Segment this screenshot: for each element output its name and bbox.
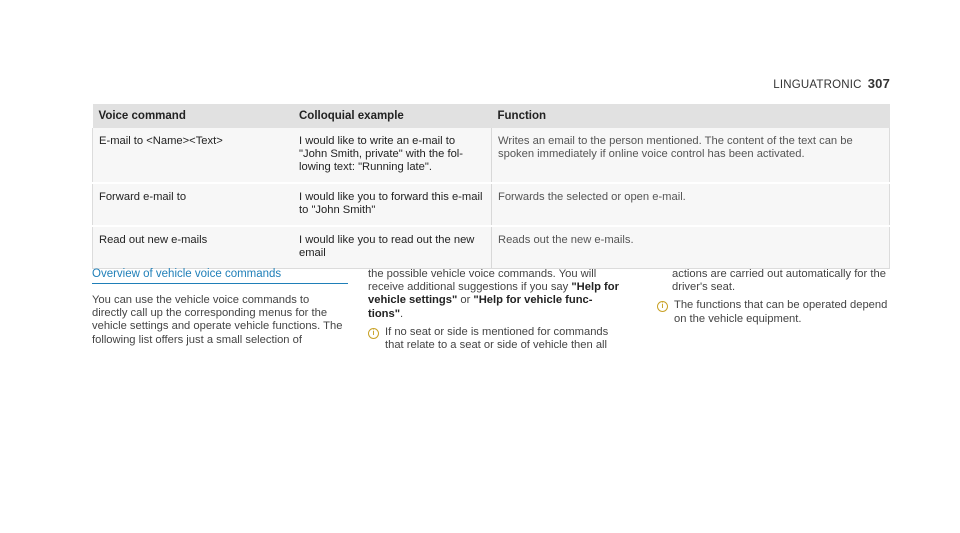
note-equipment-text: The functions that can be operated depend on the vehicle equipment. (674, 299, 888, 325)
info-icon: i (657, 301, 668, 312)
function-cell: Writes an email to the person mentioned. The content of the text can be spoken immediately if online voice control has been activated. (492, 128, 890, 183)
colloquial-example-cell: I would like you to forward this e-mail to "John Smith" (293, 183, 492, 226)
page-header (773, 76, 890, 91)
table-row (93, 128, 890, 183)
note-seat (368, 326, 624, 352)
colloquial-example-cell: I would like to write an e-mail to "John Smith, private" with the fol-lowing text: "Running late". (293, 128, 492, 183)
column-header-voice-command: Voice command (93, 104, 294, 128)
voice-command-cell: Forward e-mail to (93, 183, 294, 226)
column-header-function: Function (492, 104, 890, 128)
suggestions-paragraph (368, 268, 624, 321)
intro-paragraph: You can use the vehicle voice commands to directly call up the corresponding menus for the vehicle settings and operate vehicle functions. The following list offers just a small selection of (92, 294, 343, 346)
table-header-row (93, 104, 890, 128)
page-number: 307 (867, 76, 890, 91)
colloquial-example-cell: I would like you to read out the new email (293, 226, 492, 269)
section-title: Overview of vehicle voice commands (92, 268, 348, 284)
voice-command-table (92, 104, 890, 269)
note-equipment (657, 299, 897, 325)
info-icon: i (368, 328, 379, 339)
text-column-1 (92, 294, 344, 347)
section-name: LINGUATRONIC (773, 79, 862, 91)
note-seat-text: If no seat or side is mentioned for commands that relate to a seat or side of vehicle then all (385, 325, 609, 352)
suggestions-connector: or (457, 294, 474, 307)
suggestions-text: the possible vehicle voice commands. You will receive additional suggestions if you say (368, 268, 597, 294)
voice-command-cell: Read out new e-mails (93, 226, 294, 269)
help-vehicle-functions-command: "Help for vehicle func-tions" (368, 294, 593, 320)
voice-command-cell: E-mail to <Name><Text> (93, 128, 294, 183)
table-row (93, 226, 890, 269)
suggestions-end: . (400, 307, 404, 320)
note-seat-continuation: actions are carried out automatically for the driver's seat. (672, 268, 886, 294)
function-cell: Forwards the selected or open e-mail. (492, 183, 890, 226)
table-row (93, 183, 890, 226)
column-header-colloquial-example: Colloquial example (293, 104, 492, 128)
text-column-3 (657, 268, 897, 326)
text-column-2 (368, 268, 624, 352)
help-vehicle-settings-command: "Help for vehicle settings" (368, 281, 619, 307)
function-cell: Reads out the new e-mails. (492, 226, 890, 269)
